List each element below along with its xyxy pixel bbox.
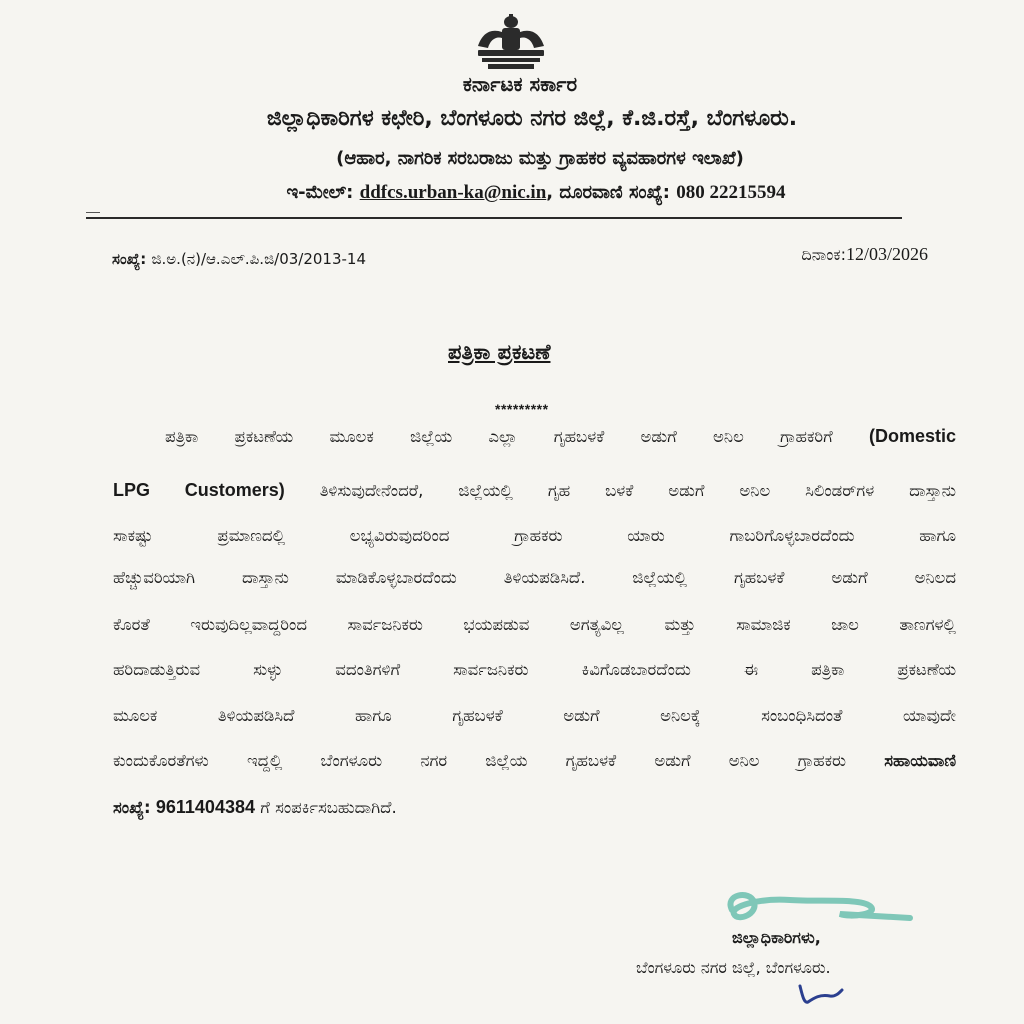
body-line-5: ಕೊರತೆ ಇರುವುದಿಲ್ಲವಾದ್ದರಿಂದ ಸಾರ್ವಜನಿಕರು ಭಯಪಡುವ ಅಗತ್ಯವಿಲ್ಲ ಮತ್ತು ಸಾಮಾಜಿಕ ಜಾಲ ತಾಣಗಳಲ್ಲಿ bbox=[113, 615, 956, 634]
body-line-6: ಹರಿದಾಡುತ್ತಿರುವ ಸುಳ್ಳು ವದಂತಿಗಳಿಗೆ ಸಾರ್ವಜನಿಕರು ಕಿವಿಗೊಡಬಾರದೆಂದು ಈ ಪತ್ರಿಕಾ ಪ್ರಕಟಣೆಯ bbox=[113, 660, 956, 679]
body-line-8: ಕುಂದುಕೊರತೆಗಳು ಇದ್ದಲ್ಲಿ ಬೆಂಗಳೂರು ನಗರ ಜಿಲ್ಲೆಯ ಗೃಹಬಳಕೆ ಅಡುಗೆ ಅನಿಲ ಗ್ರಾಹಕರು ಸಹಾಯವಾಣಿ bbox=[113, 751, 956, 770]
state-emblem-icon bbox=[472, 12, 550, 72]
signatory-designation: ಜಿಲ್ಲಾಧಿಕಾರಿಗಳು, bbox=[732, 928, 821, 947]
body-line-2: LPG Customers) ತಿಳಿಸುವುದೇನೆಂದರೆ, ಜಿಲ್ಲೆಯಲ್ಲಿ ಗೃಹ ಬಳಕೆ ಅಡುಗೆ ಅನಿಲ ಸಿಲಿಂಡರ್‌ಗಳ ದಾಸ್ತಾನು bbox=[113, 480, 956, 500]
body-line-9: ಸಂಖ್ಯೆ: 9611404384 ಗೆ ಸಂಪರ್ಕಿಸಬಹುದಾಗಿದೆ. bbox=[113, 797, 397, 817]
reference-number bbox=[112, 250, 366, 268]
body-line-3: ಸಾಕಷ್ಟು ಪ್ರಮಾಣದಲ್ಲಿ ಲಭ್ಯವಿರುವುದರಿಂದ ಗ್ರಾಹಕರು ಯಾರು ಗಾಬರಿಗೊಳ್ಳಬಾರದೆಂದು ಹಾಗೂ bbox=[113, 526, 956, 545]
rule-stub-divider bbox=[86, 212, 100, 213]
date-label: ದಿನಾಂಕ: bbox=[801, 245, 846, 264]
contact-line bbox=[24, 182, 1024, 204]
separator: ********* bbox=[495, 401, 549, 417]
reference-label: ಸಂಖ್ಯೆ: bbox=[112, 250, 147, 268]
reference-value: ಜಿ.ಅ.(ನ)/ಆ.ಎಲ್.ಪಿ.ಜಿ/03/2013-14 bbox=[151, 250, 367, 268]
department-name: (ಆಹಾರ, ನಾಗರಿಕ ಸರಬರಾಜು ಮತ್ತು ಗ್ರಾಹಕರ ವ್ಯವಹಾರಗಳ ಇಲಾಖೆ) bbox=[336, 148, 744, 169]
date-value: 12/03/2026 bbox=[845, 244, 928, 264]
body-line-1: ಪತ್ರಿಕಾ ಪ್ರಕಟಣೆಯ ಮೂಲಕ ಜಿಲ್ಲೆಯ ಎಲ್ಲಾ ಗೃಹಬಳಕೆ ಅಡುಗೆ ಅನಿಲ ಗ್ರಾಹಕರಿಗೆ (Domestic bbox=[165, 426, 956, 446]
office-name: ಜಿಲ್ಲಾಧಿಕಾರಿಗಳ ಕಛೇರಿ, ಬೆಂಗಳೂರು ನಗರ ಜಿಲ್ಲೆ, ಕೆ.ಜಿ.ರಸ್ತೆ, ಬೆಂಗಳೂರು. bbox=[266, 106, 798, 131]
body-line-4: ಹೆಚ್ಚುವರಿಯಾಗಿ ದಾಸ್ತಾನು ಮಾಡಿಕೊಳ್ಳಬಾರದೆಂದು ತಿಳಿಯಪಡಿಸಿದೆ. ಜಿಲ್ಲೆಯಲ್ಲಿ ಗೃಹಬಳಕೆ ಅಡುಗೆ ಅನಿಲದ bbox=[113, 568, 956, 587]
email-label: ಇ-ಮೇಲ್: bbox=[286, 182, 354, 203]
document-date bbox=[801, 244, 928, 265]
initial-mark bbox=[796, 982, 846, 1008]
phone-number: 080 22215594 bbox=[676, 182, 786, 203]
page-title: ಪತ್ರಿಕಾ ಪ್ರಕಟಣೆ bbox=[448, 340, 551, 364]
phone-label: , ದೂರವಾಣಿ ಸಂಖ್ಯೆ: bbox=[546, 182, 670, 203]
header-divider bbox=[86, 217, 902, 219]
email-link[interactable]: ddfcs.urban-ka@nic.in bbox=[359, 182, 547, 203]
body-line-7: ಮೂಲಕ ತಿಳಿಯಪಡಿಸಿದೆ ಹಾಗೂ ಗೃಹಬಳಕೆ ಅಡುಗೆ ಅನಿಲಕ್ಕೆ ಸಂಬಂಧಿಸಿದಂತೆ ಯಾವುದೇ bbox=[113, 706, 956, 725]
government-name: ಕರ್ನಾಟಕ ಸರ್ಕಾರ bbox=[462, 72, 578, 96]
signatory-place: ಬೆಂಗಳೂರು ನಗರ ಜಿಲ್ಲೆ, ಬೆಂಗಳೂರು. bbox=[636, 958, 831, 977]
